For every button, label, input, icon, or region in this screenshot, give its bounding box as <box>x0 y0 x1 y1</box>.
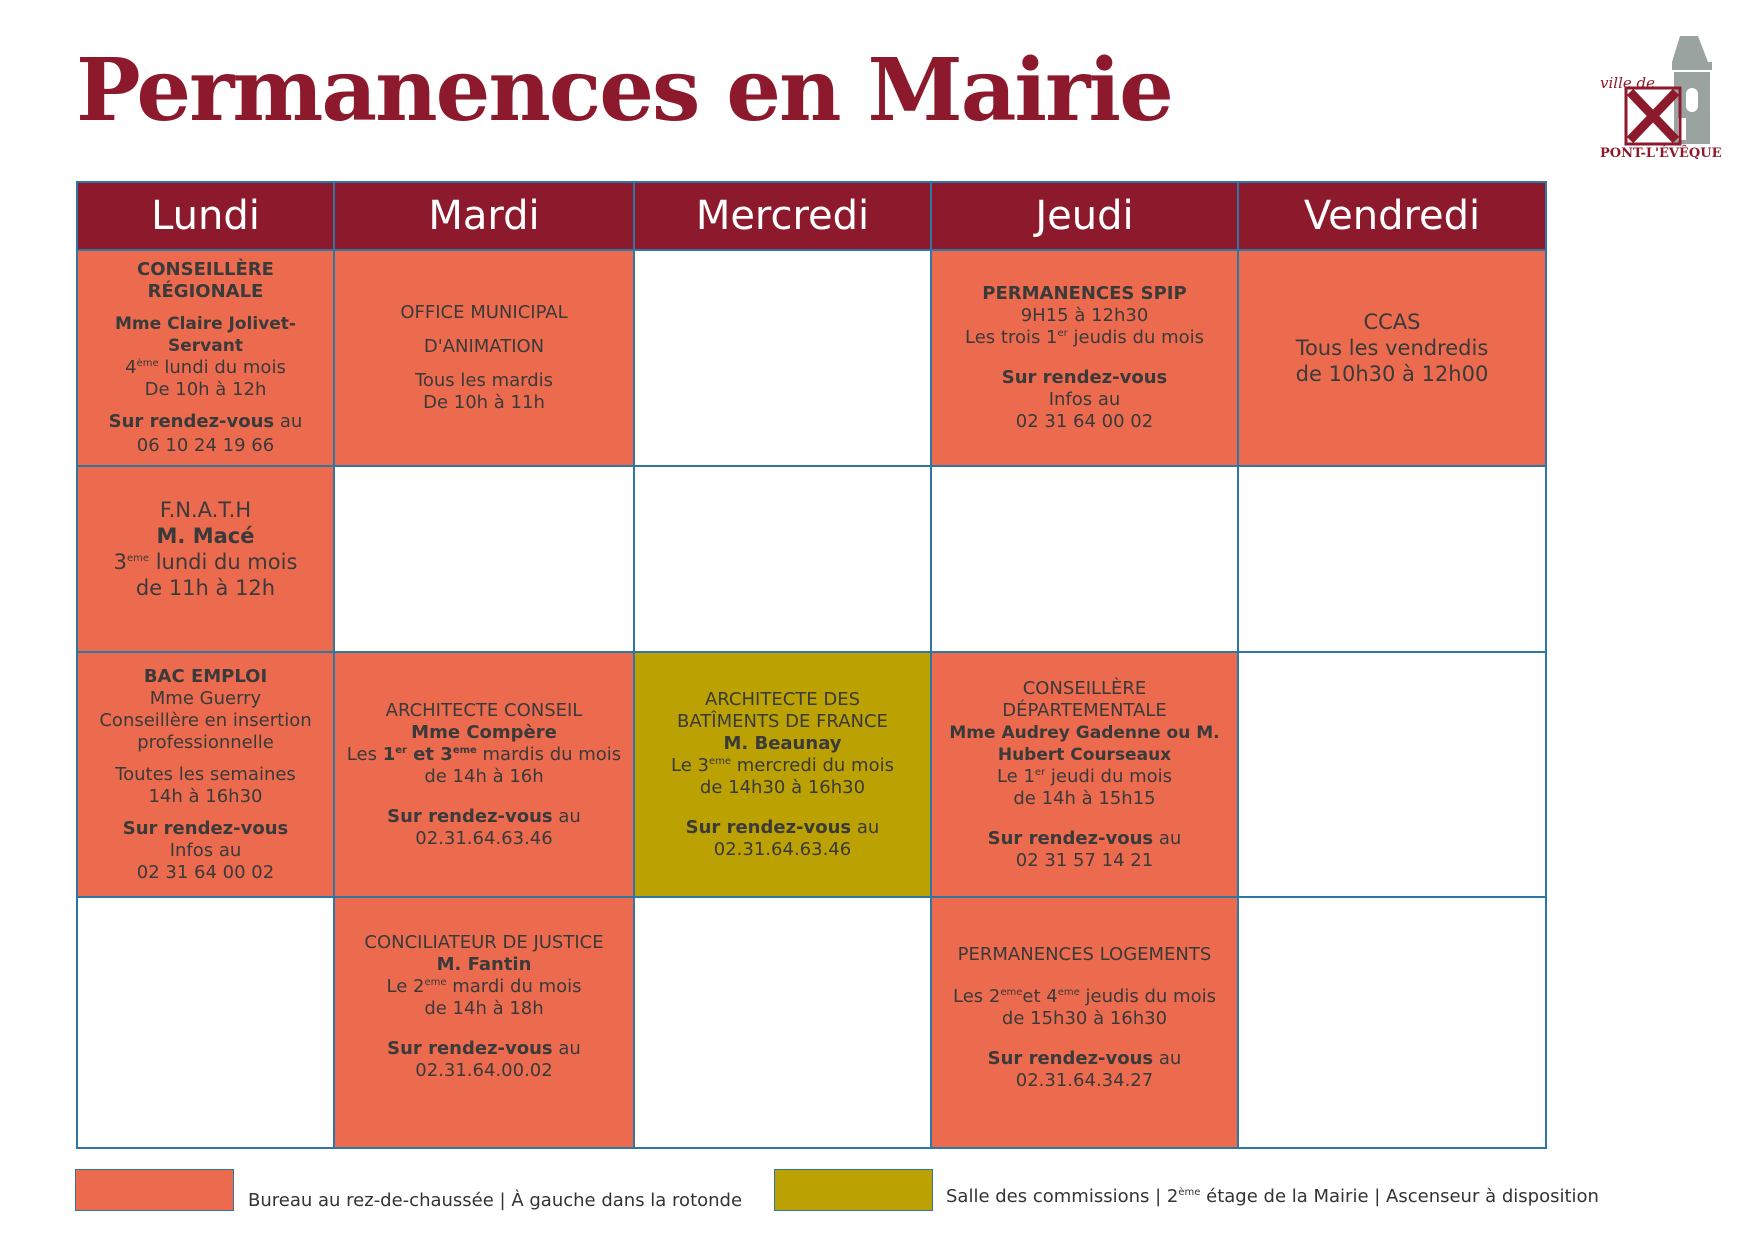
org-name-line2: DÉPARTEMENTALE <box>1002 699 1167 721</box>
person-role-line2: professionnelle <box>137 731 274 753</box>
day-header-mardi: Mardi <box>334 182 634 250</box>
org-name: PERMANENCES SPIP <box>982 283 1187 304</box>
schedule-hours: de 14h à 18h <box>424 998 544 1019</box>
phone-number: 06 10 24 19 66 <box>136 435 275 456</box>
org-name-line1: ARCHITECTE DES <box>704 688 861 710</box>
org-name: F.N.A.T.H <box>159 498 252 522</box>
phone-number: 02 31 64 00 02 <box>1015 411 1154 432</box>
person-name-line2: Hubert Courseaux <box>997 744 1172 765</box>
schedule-hours: de 15h30 à 16h30 <box>1001 1008 1168 1029</box>
person-name-line1: Mme Audrey Gadenne ou M. <box>949 722 1220 743</box>
phone-number: 02 31 64 00 02 <box>136 861 275 883</box>
person-name: M. Macé <box>156 524 255 548</box>
appointment-note: Sur rendez-vous au <box>387 1038 581 1059</box>
person-name: Mme Claire Jolivet-Servant <box>115 314 296 356</box>
city-logo <box>1600 28 1730 168</box>
table-row <box>77 897 1546 1148</box>
empty-cell <box>1238 897 1546 1148</box>
logo-prefix: ville de <box>1600 74 1655 92</box>
cell-architecte-conseil <box>334 652 634 897</box>
phone-number: 02.31.64.63.46 <box>415 827 553 849</box>
schedule-frequency: Toutes les semaines <box>115 763 296 785</box>
appointment-note: Sur rendez-vous au <box>685 816 880 838</box>
schedule-hours: De 10h à 12h <box>144 379 267 400</box>
empty-cell <box>634 897 931 1148</box>
schedule-hours: De 10h à 11h <box>423 392 545 413</box>
phone-number: 02.31.64.34.27 <box>1015 1070 1154 1091</box>
legend-swatch-orange <box>75 1169 234 1211</box>
phone-number: 02.31.64.63.46 <box>713 838 852 860</box>
schedule-frequency: Les 2emeet 4eme jeudis du mois <box>953 986 1216 1007</box>
logo-city-name: PONT-L'ÉVÊQUE <box>1600 146 1722 161</box>
cell-architecte-batiments-de-france <box>634 652 931 897</box>
schedule-frequency: Les trois 1er jeudis du mois <box>965 327 1204 348</box>
schedule-hours: de 14h à 16h <box>424 765 544 787</box>
cell-conciliateur-de-justice <box>334 897 634 1148</box>
org-name: BAC EMPLOI <box>143 665 268 687</box>
empty-cell <box>931 466 1238 652</box>
org-name-line2: D'ANIMATION <box>423 336 545 357</box>
cell-ccas <box>1238 250 1546 466</box>
cell-conseillere-regionale <box>77 250 334 466</box>
empty-cell <box>634 250 931 466</box>
day-header-lundi: Lundi <box>77 182 334 250</box>
schedule-frequency: Tous les vendredis <box>1295 336 1489 360</box>
legend-label-orange: Bureau au rez-de-chaussée | À gauche dans la rotonde <box>248 1190 743 1211</box>
appointment-note: Sur rendez-vous au <box>108 411 303 432</box>
legend-swatch-olive <box>774 1169 933 1211</box>
page-title: Permanences en Mairie <box>76 40 1172 141</box>
day-header-jeudi: Jeudi <box>931 182 1238 250</box>
org-name: CONSEILLÈRE RÉGIONALE <box>137 259 274 302</box>
phone-number: 02 31 57 14 21 <box>1015 849 1154 871</box>
infos-label: Infos au <box>169 839 242 861</box>
cell-permanences-spip <box>931 250 1238 466</box>
schedule-frequency: Le 3eme mercredi du mois <box>671 754 894 776</box>
schedule-hours: de 11h à 12h <box>135 576 276 600</box>
person-name: Mme Compère <box>411 721 557 743</box>
day-header-mercredi: Mercredi <box>634 182 931 250</box>
org-name: CONCILIATEUR DE JUSTICE <box>364 932 604 953</box>
phone-number: 02.31.64.00.02 <box>415 1060 553 1081</box>
schedule-hours: de 14h30 à 16h30 <box>699 776 866 798</box>
appointment-note: Sur rendez-vous au <box>987 1048 1182 1069</box>
schedule-frequency: Tous les mardis <box>414 370 554 391</box>
cell-bac-emploi <box>77 652 334 897</box>
schedule-frequency: Le 1er jeudi du mois <box>996 765 1173 787</box>
person-role-line1: Conseillère en insertion <box>99 709 312 731</box>
schedule-hours: de 14h à 15h15 <box>1013 787 1156 809</box>
schedule-frequency: Le 2eme mardi du mois <box>386 976 582 997</box>
empty-cell <box>334 466 634 652</box>
schedule-hours: 14h à 16h30 <box>148 785 263 807</box>
day-header-vendredi: Vendredi <box>1238 182 1546 250</box>
schedule-frequency: 4ème lundi du mois <box>125 357 286 378</box>
appointment-note: Sur rendez-vous <box>122 817 289 839</box>
org-name-line2: BATÎMENTS DE FRANCE <box>677 710 888 732</box>
appointment-note: Sur rendez-vous au <box>387 805 581 827</box>
person-name: Mme Guerry <box>149 687 262 709</box>
schedule-frequency: Les 1er et 3eme mardis du mois <box>346 743 622 765</box>
cell-office-municipal-animation <box>334 250 634 466</box>
schedule-table <box>76 181 1547 1149</box>
table-row <box>77 652 1546 897</box>
org-name: CCAS <box>1363 310 1421 334</box>
appointment-note: Sur rendez-vous au <box>987 827 1182 849</box>
schedule-hours: de 10h30 à 12h00 <box>1295 362 1489 386</box>
empty-cell <box>1238 466 1546 652</box>
org-name: PERMANENCES LOGEMENTS <box>957 944 1212 965</box>
cell-conseillere-departementale <box>931 652 1238 897</box>
empty-cell <box>634 466 931 652</box>
table-row <box>77 250 1546 466</box>
org-name-line1: OFFICE MUNICIPAL <box>400 302 568 323</box>
schedule-frequency: 3eme lundi du mois <box>113 550 298 574</box>
cell-permanences-logements <box>931 897 1238 1148</box>
table-row <box>77 466 1546 652</box>
empty-cell <box>1238 652 1546 897</box>
person-name: M. Beaunay <box>723 732 842 754</box>
org-name-line1: CONSEILLÈRE <box>1022 677 1147 699</box>
person-name: M. Fantin <box>436 954 532 975</box>
appointment-note: Sur rendez-vous <box>1001 367 1168 388</box>
schedule-hours: 9H15 à 12h30 <box>1020 305 1149 326</box>
infos-label: Infos au <box>1048 389 1121 410</box>
cell-fnath <box>77 466 334 652</box>
days-header-row <box>77 182 1546 250</box>
empty-cell <box>77 897 334 1148</box>
legend-label-olive: Salle des commissions | 2ème étage de la Mairie | Ascenseur à disposition <box>946 1186 1599 1207</box>
org-name: ARCHITECTE CONSEIL <box>385 699 583 721</box>
